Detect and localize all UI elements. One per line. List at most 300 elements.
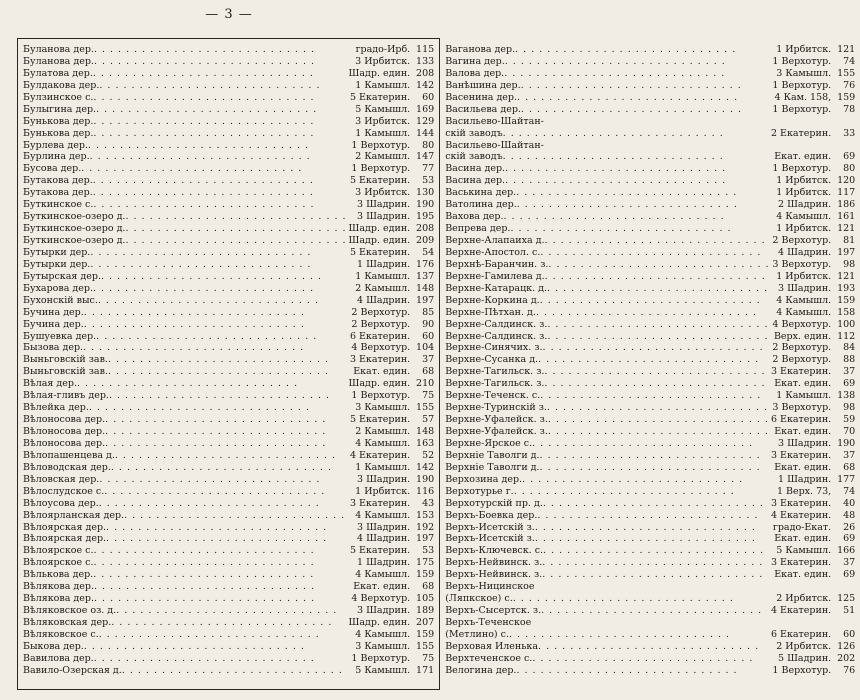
leader-dots	[109, 390, 349, 402]
index-entry	[445, 211, 855, 223]
entry-district: 3 Шадрин.	[778, 437, 832, 449]
entry-page-number: 186	[837, 199, 856, 211]
entry-name: Верхотурье г.	[445, 485, 514, 497]
leader-dots	[105, 426, 353, 438]
index-entry	[23, 474, 434, 486]
entry-district: 3 Шадрин.	[357, 211, 411, 223]
entry-name: Бучина дер.	[23, 318, 84, 330]
index-entry	[445, 605, 855, 617]
index-entry	[445, 426, 855, 438]
entry-name: Верхъ-Ключевск. с.	[445, 545, 544, 557]
index-entry	[445, 116, 855, 128]
entry-name: скій заводъ	[445, 151, 503, 163]
entry-district: 3 Ирбитск.	[355, 115, 411, 127]
index-entry	[23, 104, 434, 116]
index-entry	[445, 665, 855, 677]
entry-name: Вавило-Озерская д.	[23, 664, 122, 676]
index-entry	[445, 486, 855, 498]
entry-name: Верхъ-Нейвинск. з.	[445, 569, 543, 581]
entry-page-number: 84	[843, 342, 856, 354]
index-entry	[445, 151, 855, 163]
entry-name: Быкова дер.	[23, 640, 84, 652]
entry-name: Верхъ-Исетскій з.	[445, 533, 535, 545]
entry-district: 4 Верхотур.	[351, 342, 411, 354]
entry-name: Вѣлая дер.	[23, 378, 77, 390]
leader-dots	[538, 641, 774, 653]
entry-district: 4 Камышл.	[776, 211, 832, 223]
entry-name: Буткинское-озеро д.	[23, 235, 126, 246]
leader-dots	[505, 56, 771, 68]
entry-page-number: 208	[416, 223, 435, 235]
entry-page-number: 159	[416, 569, 435, 581]
entry-district: 1 Камышл.	[355, 270, 411, 282]
leader-dots	[93, 175, 348, 187]
entry-district: Екат. един.	[353, 366, 411, 378]
entry-district: 2 Верхотур.	[351, 306, 411, 318]
entry-page-number: 80	[422, 139, 435, 151]
entry-page-number: 210	[416, 378, 435, 390]
index-entry	[23, 486, 434, 498]
entry-page-number: 69	[843, 151, 856, 163]
entry-name: Верхне-Ярское с.	[445, 437, 533, 449]
entry-district: 1 Камышл.	[355, 127, 411, 139]
index-entry	[23, 247, 434, 259]
entry-district: 2 Ирбитск.	[776, 593, 832, 605]
entry-page-number: 78	[843, 103, 856, 115]
entry-district: 4 Кам. 158,	[774, 91, 832, 103]
entry-district: 1 Верхотур.	[772, 103, 832, 115]
entry-name: Вагина дер.	[445, 55, 505, 67]
leader-dots	[96, 331, 348, 343]
leader-dots	[517, 92, 773, 104]
index-entry	[445, 354, 855, 366]
entry-page-number: 171	[416, 664, 435, 676]
entry-district: 3 Екатерин.	[349, 354, 411, 366]
entry-page-number: 155	[416, 402, 435, 414]
entry-name: Вѣлякова дер.	[23, 581, 94, 593]
entry-district: 2 Камышл.	[355, 151, 411, 163]
entry-district: 2 Камышл.	[355, 282, 411, 294]
entry-name: Верхне-Уфалейск. з.	[445, 414, 548, 426]
entry-name: Верхне-Салдинск. з.	[445, 330, 548, 342]
index-entry	[23, 665, 434, 677]
entry-name: Бунькова дер.	[23, 127, 94, 139]
leader-dots	[503, 128, 769, 140]
entry-page-number: 161	[837, 211, 856, 223]
entry-page-number: 115	[416, 44, 435, 55]
entry-name: Вѣляковское оз. д.	[23, 605, 117, 617]
index-entry	[23, 140, 434, 152]
index-entry	[445, 163, 855, 175]
index-entry	[23, 414, 434, 426]
entry-name: Верхне-Теченск. с.	[445, 390, 541, 402]
entry-name: Верхне-Туринскій з.	[445, 402, 547, 414]
index-entry	[23, 295, 434, 307]
entry-page-number: 159	[837, 294, 856, 306]
leader-dots	[545, 271, 775, 283]
entry-district: Екат. един.	[774, 426, 832, 437]
leader-dots	[90, 247, 348, 259]
entry-page-number: 158	[837, 306, 856, 318]
leader-dots	[93, 283, 353, 295]
index-entry	[445, 199, 855, 211]
entry-name: Булыгина дер.	[23, 103, 97, 115]
leader-dots	[543, 342, 771, 354]
entry-page-number: 54	[422, 246, 435, 258]
entry-name: (Ляпкское) с.	[445, 593, 513, 605]
entry-name: Бучина дер.	[23, 306, 84, 318]
entry-district: 3 Шадрин.	[357, 199, 411, 211]
index-entry	[445, 629, 855, 641]
index-entry	[445, 557, 855, 569]
leader-dots	[106, 522, 355, 534]
leader-dots	[540, 295, 775, 307]
index-entry	[445, 319, 855, 331]
entry-name: Ваганова дер.	[445, 44, 516, 55]
entry-page-number: 112	[837, 330, 856, 342]
entry-page-number: 177	[837, 473, 856, 485]
entry-page-number: 144	[416, 127, 435, 139]
entry-name: (Метлино) с.	[445, 628, 509, 640]
index-entry	[445, 366, 855, 378]
leader-dots	[89, 402, 353, 414]
entry-name: Валова дер.	[445, 67, 505, 79]
leader-dots	[108, 366, 351, 378]
leader-dots	[510, 223, 774, 235]
entry-page-number: 137	[416, 270, 435, 282]
leader-dots	[122, 665, 353, 677]
entry-name: Верховая Иленька	[445, 640, 539, 652]
entry-page-number: 81	[843, 235, 856, 246]
entry-district: 1 Шадрин.	[778, 473, 832, 485]
index-entry	[445, 641, 855, 653]
entry-district: градо-Ирб.	[355, 44, 411, 55]
leader-dots	[548, 414, 769, 426]
leader-dots	[514, 486, 775, 498]
entry-district: Екат. един.	[774, 461, 832, 473]
index-entry	[445, 331, 855, 343]
entry-name: Вѣлоярланская дер.	[23, 509, 125, 521]
leader-dots	[516, 665, 770, 677]
entry-name: Бунькова дер.	[23, 115, 94, 127]
entry-district: 1 Верхотур.	[351, 139, 411, 151]
entry-district: 3 Ирбитск.	[355, 55, 411, 67]
leader-dots	[90, 259, 355, 271]
entry-district: 5 Камышл.	[776, 545, 832, 557]
leader-dots	[93, 128, 353, 140]
entry-name: Верхне-Тагильск. з.	[445, 378, 545, 390]
entry-district: 4 Камышл.	[776, 294, 832, 306]
entry-page-number: 189	[416, 605, 435, 617]
entry-name: Буткинское-озеро д.	[23, 223, 126, 235]
entry-page-number: 37	[843, 557, 856, 569]
leader-dots	[521, 80, 771, 92]
entry-page-number: 116	[416, 485, 435, 497]
entry-name: Вѣловская дер.	[23, 473, 100, 485]
entry-page-number: 155	[837, 67, 856, 79]
entry-district: 6 Екатерин.	[349, 330, 411, 342]
leader-dots	[547, 331, 772, 343]
entry-district: 1 Верхотур.	[351, 163, 411, 175]
leader-dots	[505, 175, 774, 187]
entry-name: Васина дер.	[445, 163, 506, 175]
leader-dots	[532, 438, 776, 450]
entry-name: Буланова дер.	[23, 55, 94, 67]
leader-dots	[545, 235, 771, 247]
entry-name: Бутырки дер.	[23, 246, 91, 258]
index-entry	[23, 593, 434, 605]
index-entry	[23, 211, 434, 223]
leader-dots	[94, 581, 351, 593]
entry-name: Верхне-Уфалейск. з.	[445, 426, 548, 437]
index-entry	[23, 307, 434, 319]
entry-district: 1 Ирбитск.	[776, 223, 832, 235]
entry-name: Вѣлькова дер.	[23, 569, 94, 581]
index-entry	[445, 271, 855, 283]
entry-district: 5 Камышл.	[355, 664, 411, 676]
entry-district: 1 Камышл.	[776, 390, 832, 402]
leader-dots	[540, 390, 774, 402]
entry-district: Шадр. един.	[348, 223, 411, 235]
entry-name: Верхъ-Теченское	[445, 617, 532, 628]
index-entry	[23, 533, 434, 545]
entry-name: Бутакова дер.	[23, 175, 93, 187]
entry-page-number: 155	[416, 640, 435, 652]
index-entry	[23, 271, 434, 283]
entry-district: 4 Шадрин.	[357, 533, 411, 545]
leader-dots	[94, 44, 354, 56]
index-entry	[23, 56, 434, 68]
index-entry	[23, 450, 434, 462]
entry-page-number: 57	[422, 414, 435, 426]
leader-dots	[540, 247, 776, 259]
entry-page-number: 40	[843, 497, 856, 509]
leader-dots	[108, 354, 348, 366]
index-entry	[445, 533, 855, 545]
entry-district: 2 Верхотур.	[772, 235, 832, 246]
leader-dots	[94, 56, 353, 68]
entry-name: Верхъ-Исетскій з.	[445, 521, 535, 533]
entry-district: 1 Верхотур.	[772, 163, 832, 175]
leader-dots	[535, 522, 771, 534]
entry-district: 5 Екатерин.	[349, 414, 411, 426]
index-entry	[445, 581, 855, 593]
entry-page-number: 130	[416, 187, 435, 199]
entry-name: Вѣлоносова дер.	[23, 426, 106, 437]
right-column	[440, 39, 860, 689]
entry-page-number: 77	[422, 163, 435, 175]
entry-page-number: 104	[416, 342, 435, 354]
index-entry	[23, 92, 434, 104]
entry-page-number: 37	[843, 449, 856, 461]
entry-name: Вѣлоносова дер.	[23, 437, 106, 449]
index-entry	[23, 557, 434, 569]
leader-dots	[105, 414, 348, 426]
entry-page-number: 190	[416, 199, 435, 211]
entry-district: 3 Екатерин.	[770, 449, 832, 461]
entry-name: Бусова дер.	[23, 163, 82, 175]
entry-page-number: 163	[416, 437, 435, 449]
index-entry	[23, 522, 434, 534]
entry-district: 3 Екатерин.	[770, 557, 832, 569]
index-entry	[445, 104, 855, 116]
entry-name: Вѣлоусова дер.	[23, 497, 99, 509]
entry-page-number: 195	[416, 211, 435, 223]
entry-district: Екат. един.	[353, 581, 411, 593]
index-entry	[445, 68, 855, 80]
index-entry	[445, 438, 855, 450]
index-entry	[23, 223, 434, 235]
entry-name: Верхніе Таволги д.	[445, 461, 540, 473]
leader-dots	[548, 259, 770, 271]
index-entry	[445, 283, 855, 295]
leader-dots	[505, 163, 770, 175]
index-entry	[23, 617, 434, 629]
entry-name: Верхъ-Нейвинск. з.	[445, 557, 543, 569]
entry-name: Бухарова дер.	[23, 282, 93, 294]
index-entry	[445, 56, 855, 68]
index-entry	[23, 342, 434, 354]
entry-page-number: 53	[422, 175, 435, 187]
entry-district: Екат. един.	[774, 151, 832, 163]
entry-name: Вѣлоярское с.	[23, 545, 94, 557]
index-entry	[23, 581, 434, 593]
entry-name: Выньговскій зав.	[23, 366, 108, 378]
leader-dots	[515, 44, 774, 56]
entry-page-number: 117	[837, 187, 856, 199]
entry-page-number: 74	[843, 55, 856, 67]
entry-name: Булатова дер.	[23, 67, 93, 79]
leader-dots	[90, 151, 354, 163]
entry-name: Велогина дер.	[445, 664, 517, 676]
entry-name: Буткинское-озеро д.	[23, 211, 126, 223]
entry-district: 5 Екатерин.	[349, 91, 411, 103]
entry-district: 3 Шадрин.	[357, 605, 411, 617]
entry-page-number: 159	[416, 628, 435, 640]
entry-name: Верхне-Салдинск. з.	[445, 318, 548, 330]
leader-dots	[94, 593, 349, 605]
index-entry	[23, 116, 434, 128]
entry-page-number: 197	[416, 533, 435, 545]
entry-page-number: 80	[843, 163, 856, 175]
index-entry	[23, 569, 434, 581]
leader-dots	[116, 605, 355, 617]
index-entry	[23, 426, 434, 438]
index-entry	[445, 80, 855, 92]
entry-name: Васильево-Шайтан-	[445, 115, 544, 127]
entry-page-number: 98	[843, 258, 856, 270]
entry-district: 3 Екатерин.	[770, 497, 832, 509]
leader-dots	[509, 629, 769, 641]
index-entry	[23, 128, 434, 140]
entry-district: 3 Камышл.	[355, 640, 411, 652]
leader-dots	[521, 104, 771, 116]
entry-page-number: 48	[843, 509, 856, 521]
entry-name: Верхотурскій пр. д.	[445, 497, 543, 509]
entry-page-number: 70	[843, 426, 856, 437]
entry-page-number: 121	[837, 223, 856, 235]
entry-page-number: 193	[837, 282, 856, 294]
entry-name: Вахова дер.	[445, 211, 504, 223]
leader-dots	[517, 199, 776, 211]
entry-district: Шадр. един.	[348, 378, 411, 390]
leader-dots	[504, 68, 774, 80]
entry-page-number: 169	[416, 103, 435, 115]
entry-district: Екат. един.	[774, 569, 832, 581]
entry-page-number: 37	[422, 354, 435, 366]
entry-name: Верхтеченское с.	[445, 652, 533, 664]
leader-dots	[532, 653, 776, 665]
index-entry	[445, 593, 855, 605]
entry-name: Бурлина дер.	[23, 151, 90, 163]
leader-dots	[540, 462, 773, 474]
entry-district: 1 Шадрин.	[357, 557, 411, 569]
entry-name: Васенина дер.	[445, 91, 518, 103]
leader-dots	[93, 187, 353, 199]
entry-district: 1 Ирбитск.	[776, 270, 832, 282]
entry-name: Бурлева дер.	[23, 139, 88, 151]
leader-dots	[542, 569, 772, 581]
index-entry	[445, 510, 855, 522]
entry-name: Вѣляковская дер.	[23, 617, 112, 628]
entry-district: Екат. един.	[774, 533, 832, 545]
entry-page-number: 138	[837, 390, 856, 402]
entry-name: Верхъ-Ницинское	[445, 581, 535, 593]
entry-page-number: 159	[837, 91, 856, 103]
entry-page-number: 76	[843, 79, 856, 91]
entry-district: 4 Екатерин.	[349, 449, 411, 461]
leader-dots	[540, 450, 769, 462]
entry-name: Вѣлякова дер.	[23, 593, 94, 605]
entry-name: Буткинское с.	[23, 199, 94, 211]
leader-dots	[83, 342, 349, 354]
entry-district: 1 Камышл.	[355, 79, 411, 91]
entry-district: 1 Верх. 73,	[776, 485, 832, 497]
entry-name: Верхозина дер.	[445, 473, 523, 485]
entry-name: Верхне-Апостол. с.	[445, 246, 541, 258]
leader-dots	[84, 319, 350, 331]
entry-district: Шадр. един.	[348, 67, 411, 79]
entry-name: Вѣлоярское с.	[23, 557, 94, 569]
entry-district: 4 Камышл.	[355, 628, 411, 640]
entry-district: 2 Шадрин.	[778, 199, 832, 211]
index-entry	[445, 307, 855, 319]
entry-page-number: 26	[843, 521, 856, 533]
left-column	[18, 39, 440, 689]
index-entry	[445, 653, 855, 665]
leader-dots	[96, 104, 353, 116]
entry-name: Васильева дер.	[445, 103, 521, 115]
entry-district: Верх. един.	[773, 330, 832, 342]
entry-page-number: 190	[416, 473, 435, 485]
entry-district: 4 Камышл.	[776, 306, 832, 318]
index-entry	[445, 390, 855, 402]
index-entry	[23, 68, 434, 80]
entry-page-number: 51	[843, 605, 856, 617]
entry-name: Верхне-Коркина д.	[445, 294, 540, 306]
entry-page-number: 37	[843, 366, 856, 378]
entry-name: Васильево-Шайтан-	[445, 139, 544, 151]
index-entry	[23, 80, 434, 92]
entry-page-number: 43	[422, 497, 435, 509]
entry-page-number: 147	[416, 151, 435, 163]
entry-name: Вавилова дер.	[23, 652, 94, 664]
entry-name: Верхне-Гамилева д.	[445, 270, 545, 282]
entry-page-number: 166	[837, 545, 856, 557]
index-entry	[23, 199, 434, 211]
entry-page-number: 148	[416, 282, 435, 294]
leader-dots	[93, 199, 355, 211]
